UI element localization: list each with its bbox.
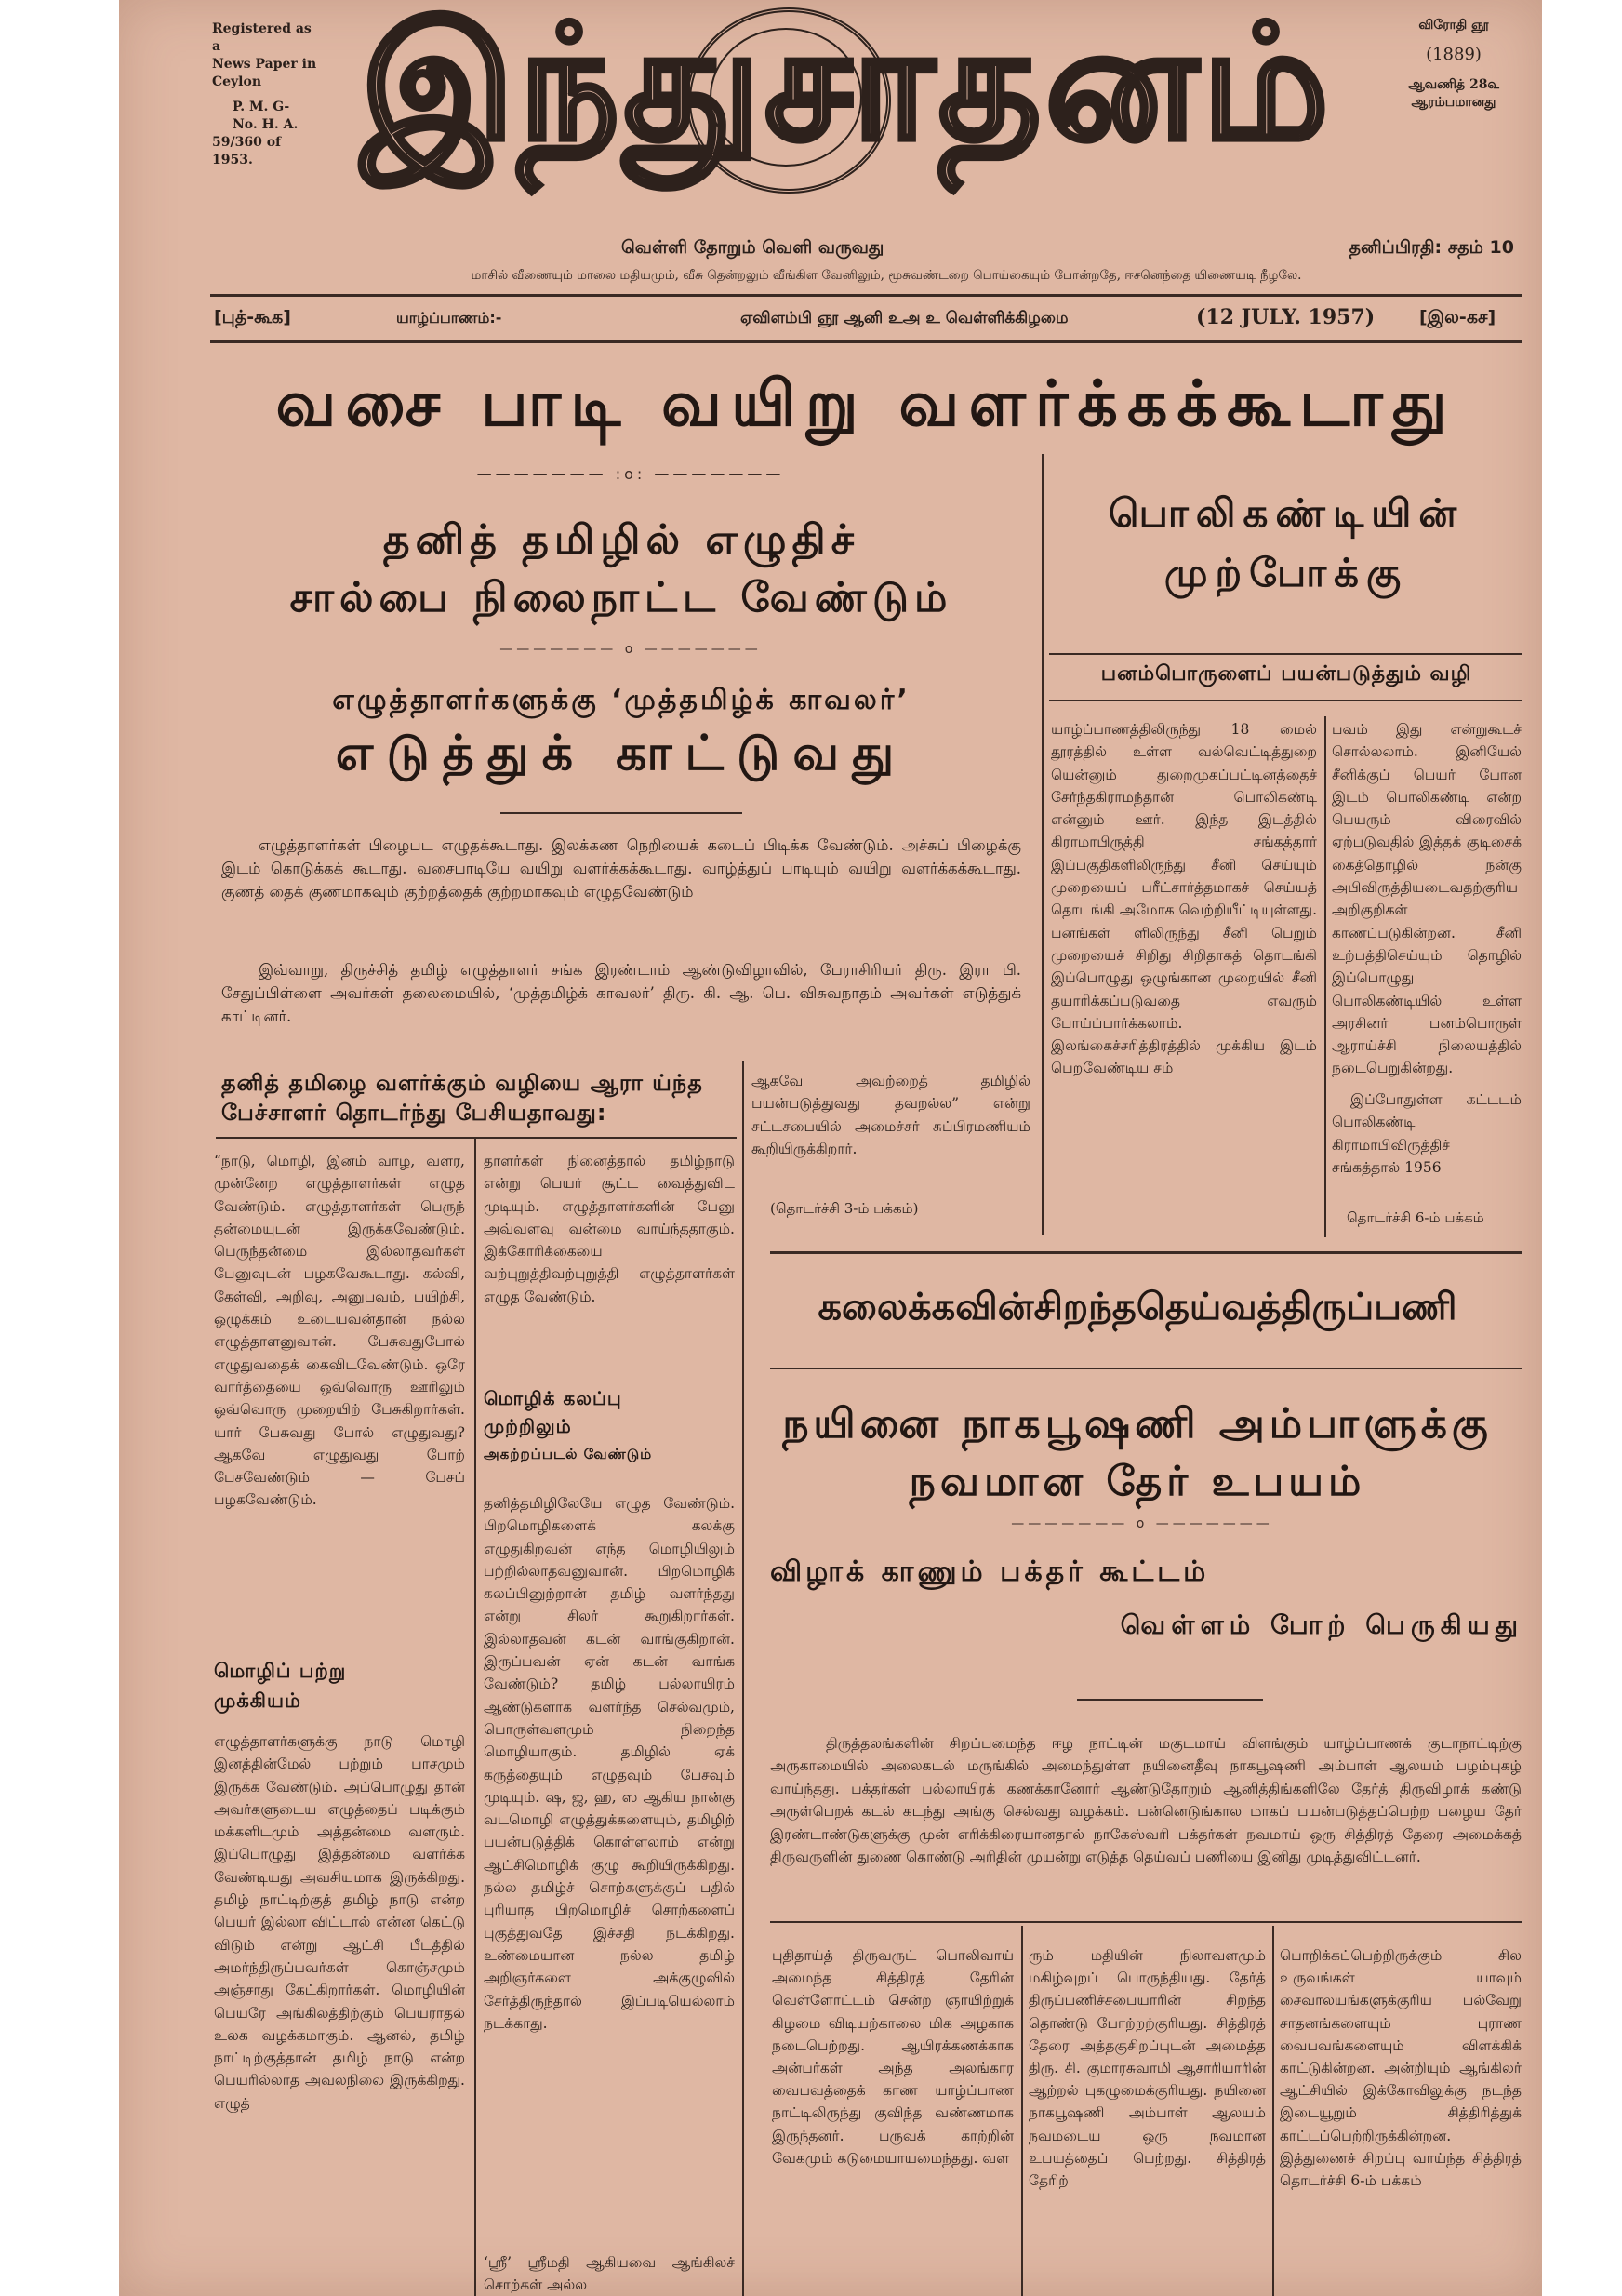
temple-subhead-1 xyxy=(770,1555,1514,1592)
dateline-rule-top xyxy=(210,294,1522,297)
temple-headline-line: நயினை நாகபூஷணி அம்பாளுக்கு xyxy=(782,1400,1493,1448)
registration-line: Ceylon xyxy=(212,74,262,89)
temple-intro: திருத்தலங்களின் சிறப்பமைந்த ஈழ நாட்டின் மகுடமாய் விளங்கும் யாழ்ப்பாணக் குடாநாட்டிற்கு அருகாமையில் அலைகடல் மருங்கில் அமைந்துள்ள நயினைதீவு நாகபூஷணி அம்பாள் ஆலயம் பழம்புகழ் வாய்ந்தது. பக்தர்கள் பல்லாயிரக் கணக்கானோர் ஆண்டுதோறும் ஆனித்திங்களிலே தேர்த் திருவிழாக் கண்டு அருள்பெறக் கடல் கடந்து அங்கு செல்வது வழக்கம். பன்னெடுங்கால மாகப் பயன்படுத்தப்பெற்ற பழைய தேர் இரண்டாண்டுகளுக்கு முன் எரிக்கிரையானதால் நாகேஸ்வரி பக்தர்கள் நவமாய் ஒரு சித்திரத் தேரை அமைக்கத் திருவருளின் துணை கொண்டு அரிதின் முயன்று எடுத்த தெய்வப் பணியை இனிது முடித்துவிட்டனர். xyxy=(770,1735,1522,1866)
registration-line: News Paper in xyxy=(212,57,317,72)
temple-col-1: புதிதாய்த் திருவருட் பொலிவாய் அமைந்த சித்திரத் தேரின் வெள்ளோட்டம் சென்ற ஞாயிற்றுக் கிழமை விடியற்காலை மிக அழகாக நடைபெற்றது. ஆயிரக்கணக்காக அன்பர்கள் அந்த அலங்கார வைபவத்தைக் காண யாழ்ப்பாண நாட்டிலிருந்து குவிந்த வண்ணமாக இருந்தனர். பருவக் காற்றின் வேகமும் கடுமையாயமைந்தது. வள xyxy=(772,1947,1014,2167)
established-note: ஆரம்பமானது xyxy=(1411,95,1496,110)
masthead xyxy=(352,0,1334,200)
section-rule xyxy=(770,1251,1522,1254)
column-divider xyxy=(474,1137,476,2296)
temple-headline-line: நவமான தேர் உபயம் xyxy=(909,1458,1366,1505)
left-headline-line: சால்பை நிலைநாட்ட வேண்டும் xyxy=(289,574,953,621)
subhead-line: மொழிக் கலப்பு xyxy=(484,1387,622,1409)
left-col-1: “நாடு, மொழி, இனம் வாழ, வளர, முன்னேற எழுத்தாளர்கள் எழுத வேண்டும். எழுத்தாளர்கள் பெருந் தன்மையுடன் இருக்கவேண்டும். பெருந்தன்மை இல்லாதவர்கள் பேனுவுடன் பழகவேகூடாது. கல்வி, கேள்வி, அறிவு, அனுபவம், பயிற்சி, ஒழுக்கம் உடையவன்தான் நல்ல எழுத்தாளனுவான். பேசுவதுபோல் எழுதுவதைக் கைவிடவேண்டும். ஒரே வார்த்தையை ஒவ்வொரு ஊரிலும் ஒவ்வொரு முறையிற் பேசுகிறார்கள். யார் பேசுவது போல் எழுதுவது? ஆகவே எழுதுவது போற் பேசவேண்டும் — பேசப் பழகவேண்டும். xyxy=(214,1153,465,1509)
right-col-1: யாழ்ப்பாணத்திலிருந்து 18 மைல் தூரத்தில் உள்ள வல்வெட்டித்துறை யென்னும் துறைமுகப்பட்டினத்தைச் சேர்ந்தகிராமந்தான் பொலிகண்டி என்னும் ஊர். இந்த இடத்தில் கிராமாபிருத்தி சங்கத்தார் இப்பகுதிகளிலிருந்து சீனி செய்யும் முறையைப் பரீட்சார்த்தமாகச் செய்யத் தொடங்கி அமோக வெற்றியீட்டியுள்ளது. பனங்கள் ளிலிருந்து சீனி பெறும் முறையைச் சிறிது சிறிதாகத் தொடங்கி இப்பொழுது ஒழுங்கான முறையில் சீனி தயாரிக்கப்படுவதை எவரும் போய்ப்பார்க்கலாம். இலங்கைச்சரித்திரத்தில் முக்கிய இடம் பெறவேண்டிய சம் xyxy=(1051,721,1317,1077)
left-col-2: தாளர்கள் நினைத்தால் தமிழ்நாடு என்று பெயர் சூட்ட வைத்துவிட முடியும். எழுத்தாளர்களின் பேனு அவ்வளவு வன்மை வாய்ந்ததாகும். இக்கோரிக்கையை வற்புறுத்திவற்புறுத்தி எழுத்தாளர்கள் எழுத வேண்டும். xyxy=(484,1153,735,1305)
registration-line: No. H. A. xyxy=(233,117,299,132)
temple-col-3: பொறிக்கப்பெற்றிருக்கும் சில உருவங்கள் யாவும் சைவாலயங்களுக்குரிய பல்வேறு சாதனங்களையும் புராண வைபவங்களையும் விளக்கிக் காட்டுகின்றன. அன்றியும் ஆங்கிலர் ஆட்சியில் இக்கோவிலுக்கு நடந்த இடையூறும் சித்திரித்துக் காட்டப்பெற்றிருக்கின்றன. இத்துணைச் சிறப்பு வாய்ந்த சித்திரத் தொடர்ச்சி 6-ம் பக்கம் xyxy=(1280,1947,1522,2190)
subhead-line: முக்கியம் xyxy=(214,1689,301,1712)
left-story-lead: தனித் தமிழை வளர்க்கும் வழியை ஆரா ய்ந்த பேச்சாளர் தொடர்ந்து பேசியதாவது: xyxy=(221,1070,703,1126)
temple-subhead-text: விழாக் காணும் பக்தர் கூட்டம் xyxy=(770,1555,1210,1588)
temple-subhead-text: வெள்ளம் போற் பெருகியது xyxy=(1120,1609,1523,1640)
issue-date: (12 JULY. 1957) xyxy=(1196,305,1376,329)
left-col-1-subhead xyxy=(214,1656,465,1715)
weekly-line: வெள்ளி தோறும் வெளி வருவது xyxy=(621,237,884,258)
left-headline-line: தனித் தமிழில் எழுதிச் xyxy=(382,516,860,564)
short-rule xyxy=(1049,653,1522,655)
column-divider xyxy=(1324,716,1326,1237)
left-story-intro: எழுத்தாளர்கள் பிழைபட எழுதக்கூடாது. இலக்கண நெறியைக் கடைப் பிடிக்க வேண்டும். அச்சுப் பிழைக்கு இடம் கொடுக்கக் கூடாது. வசைபாடியே வயிறு வளர்க்கக்கூடாது. வாழ்த்துப் பாடியும் வயிறு வளர்க்கக்கூடாது. குணத் தைக் குணமாகவும் குற்றத்தைக் குற்றமாகவும் எழுதவேண்டும் xyxy=(221,836,1021,901)
ornament-divider: ——————— :o: ——————— xyxy=(476,465,785,483)
left-story-intro-2: இவ்வாறு, திருச்சித் தமிழ் எழுத்தாளர் சங்க இரண்டாம் ஆண்டுவிழாவில், பேராசிரியர் திரு. இரா பி. சேதுப்பிள்ளை அவர்கள் தலைமையில், ‘முத்தமிழ்க் காவலர்’ திரு. கி. ஆ. பெ. விசுவநாதம் அவர்கள் எடுத்துக் காட்டினர். xyxy=(221,961,1021,1025)
issue-number: [இல-கச] xyxy=(1419,307,1496,327)
right-headline-line: பொலிகண்டியின் xyxy=(1108,490,1465,536)
masthead-title: இந்துசாதனம் xyxy=(361,0,1334,176)
column-divider xyxy=(1042,454,1044,1235)
left-col-2-subhead xyxy=(484,1384,735,1468)
price: தனிப்பிரதி: சதம் 10 xyxy=(1349,237,1514,258)
dateline-bar xyxy=(210,301,1522,337)
established-year: (1889) xyxy=(1426,45,1482,64)
temple-col-2: ரும் மதியின் நிலாவளமும் மகிழ்வுறப் பொருந்தியது. தேர்த் திருப்பணிச்சபையாரின் சிறந்த தொண்டு போற்றற்குரியது. சித்திரத் தேரை அத்தகுசிறப்புடன் அமைத்த திரு. சி. குமாரசுவாமி ஆசாரியாரின் ஆற்றல் புகழுமைக்குரியது. நயினை நாகபூஷணி அம்பாள் ஆலயம் நவமடைய ஒரு நவமான உபயத்தைப் பெற்றது. சித்திரத் தேரிற் xyxy=(1029,1947,1266,2190)
left-story-headline xyxy=(212,512,1030,627)
main-headline: வசை பாடி வயிறு வளர்க்கக்கூடாது xyxy=(275,367,1456,441)
subhead-line: மொழிப் பற்று xyxy=(214,1660,347,1682)
temple-story-headline xyxy=(751,1395,1523,1511)
column-divider xyxy=(1272,1926,1274,2296)
short-rule xyxy=(1049,700,1522,701)
temple-subhead-2 xyxy=(882,1609,1523,1644)
temple-story-kicker: கலைக்கவின்சிறந்ததெய்வத்திருப்பணி xyxy=(818,1286,1457,1328)
column-divider xyxy=(742,1061,744,2296)
left-col-2-end: ‘ஸ்ரீ’ ஸ்ரீமதி ஆகியவை ஆங்கிலச் சொற்கள் அல்ல xyxy=(484,2254,735,2293)
newspaper-page xyxy=(119,0,1542,2296)
section-rule xyxy=(770,1921,1522,1923)
subhead-line: அகற்றப்படல் வேண்டும் xyxy=(484,1446,653,1462)
lead-rule xyxy=(216,1137,737,1139)
short-rule xyxy=(500,812,742,814)
left-story-headline-2: எடுத்துக் காட்டுவது xyxy=(335,726,908,781)
dateline-rule-bottom xyxy=(210,340,1522,343)
registration-line: Registered as a xyxy=(212,21,312,54)
left-story-kicker: எழுத்தாளர்களுக்கு ‘முத்தமிழ்க் காவலர்’ xyxy=(332,684,911,716)
registration-line: P. M. G- xyxy=(233,100,290,114)
section-rule xyxy=(770,1368,1522,1369)
right-col-2b: இப்போதுள்ள கட்டடம் பொலிகண்டி கிராமாபிவிருத்திச் சங்கத்தால் 1956 xyxy=(1332,1091,1522,1176)
volume-number: [புத்-கூக] xyxy=(214,307,291,327)
motto: மாசில் வீணையும் மாலை மதியமும், வீசு தென்றலும் வீங்கிள வேனிலும், மூசுவண்டறை பொய்கையும் போன்றதே, ஈசனெந்தை யிணையடி நீழலே. xyxy=(471,268,1302,283)
right-col-2: பவம் இது என்றுகூடச் சொல்லலாம். இனியேல் சீனிக்குப் பெயர் போன இடம் பொலிகண்டி என்ற பெயரும் விரைவில் ஏற்படுவதில் இத்தக் குடிசைக் கைத்தொழில் நன்கு அபிவிருத்தியடைவதற்குரிய அறிகுறிகள் காணப்படுகின்றன. சீனி உற்பத்திசெய்யும் தொழில் இப்பொழுது பொலிகண்டியில் உள்ள அரசினர் பனம்பொருள் ஆராய்ச்சி நிலையத்தில் நடைபெறுகின்றது. xyxy=(1332,721,1522,1077)
short-rule xyxy=(1077,1699,1263,1701)
place: யாழ்ப்பாணம்:- xyxy=(396,309,502,327)
right-story-headline xyxy=(1049,484,1523,603)
right-headline-line: முற்போக்கு xyxy=(1163,550,1409,595)
ornament-divider: ——————— o ——————— xyxy=(1011,1516,1273,1531)
left-col-1-body: எழுத்தாளர்களுக்கு நாடு மொழி இனத்தின்மேல் பற்றும் பாசமும் இருக்க வேண்டும். அப்பொழுது தான் அவர்களுடைய எழுத்தைப் படிக்கும் மக்களிடமும் அத்தன்மை வளரும். இப்பொழுது இத்தன்மை வளர்க்க வேண்டியது அவசியமாக இருக்கிறது. தமிழ் நாட்டிற்குத் தமிழ் நாடு என்ற பெயர் இல்லா விட்டால் என்ன கெட்டு விடும் என்று ஆட்சி பீடத்தில் அமர்ந்திருப்பவர்கள் கொஞ்சமும் அஞ்சாது கேட்கிறார்கள். மொழியின் பெயரே அங்கிலத்திற்கும் பெயராதல் உலக வழக்கமாகும். ஆனல், தமிழ் நாட்டிற்குத்தான் தமிழ் நாடு என்ற பெயரில்லாத அவலநிலை இருக்கிறது. எழுத் xyxy=(214,1733,465,2112)
subhead-line: முற்றிலும் xyxy=(484,1415,572,1437)
established-date: ஆவணித் 28௳ xyxy=(1408,77,1499,92)
established-block xyxy=(1384,17,1523,112)
registration-note xyxy=(212,20,324,169)
left-col-2-body: தனித்தமிழிலேயே எழுத வேண்டும். பிறமொழிகளைக் கலக்கு எழுதுகிறவன் எந்த மொழியிலும் பற்றில்லாதவனுவான். பிறமொழிக் கலப்பினுற்றான் தமிழ் வளர்ந்தது என்று சிலர் கூறுகிறார்கள். இல்லாதவன் கடன் வாங்குகிறான். இருப்பவன் ஏன் கடன் வாங்க வேண்டும்? தமிழ் பல்லாயிரம் ஆண்டுகளாக வளர்ந்த செல்வமும், பொருள்வளமும் நிறைந்த மொழியாகும். தமிழில் ஏக் கருத்தையும் எழுதவும் பேசவும் முடியும். ஷ, ஜ, ஹ, ஸ ஆகிய நான்கு வடமொழி எழுத்துக்களையும், தமிழிற் பயன்படுத்திக் கொள்ளலாம் என்று ஆட்சிமொழிக் குழு கூறியிருக்கிறது. நல்ல தமிழ்ச் சொற்களுக்குப் பதில் புரியாத பிறமொழிச் சொற்களைப் புகுத்துவதே இச்சதி நடக்கிறது. உண்மையான நல்ல தமிழ் அறிஞர்களை அக்குழுவில் சேர்த்திருந்தால் இப்படியெல்லாம் நடக்காது. xyxy=(484,1495,735,2032)
continued-note: தொடர்ச்சி 6-ம் பக்கம் xyxy=(1347,1209,1484,1226)
left-col-3: ஆகவே அவற்றைத் தமிழில் பயன்படுத்துவது தவறல்ல” என்று சட்டசபையில் அமைச்சர் சுப்பிரமணியம் கூறியிருக்கிறார். xyxy=(751,1073,1030,1157)
registration-line: 59/360 of 1953. xyxy=(212,135,282,167)
right-story-subhead: பனம்பொருளைப் பயன்படுத்தும் வழி xyxy=(1100,662,1472,686)
established-label: விரோதி ஞூ xyxy=(1418,18,1489,33)
ornament-divider: ——————— o ——————— xyxy=(499,642,762,657)
continued-note: (தொடர்ச்சி 3-ம் பக்கம்) xyxy=(770,1200,919,1217)
tamil-date: ஏவிளம்பி ஞூ ஆனி உஅ உ வெள்ளிக்கிழமை xyxy=(740,309,1069,327)
column-divider xyxy=(1021,1926,1023,2296)
